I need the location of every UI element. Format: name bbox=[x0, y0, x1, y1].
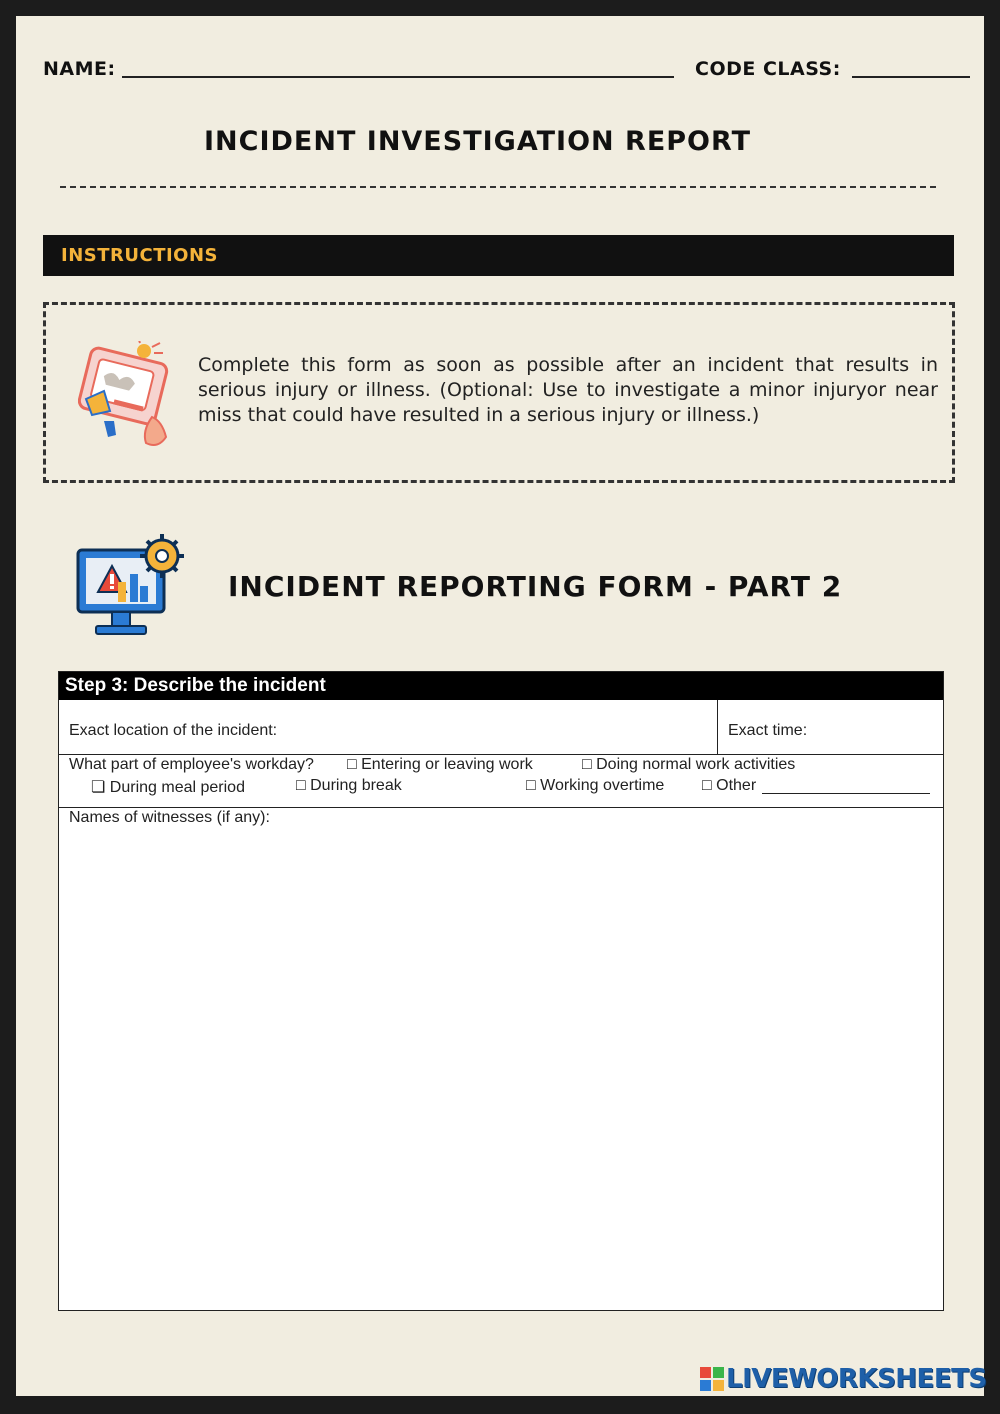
witnesses-field[interactable] bbox=[59, 832, 943, 1310]
checkbox-icon[interactable]: □ bbox=[296, 777, 306, 794]
time-label: Exact time: bbox=[728, 722, 808, 739]
entering-option[interactable] bbox=[347, 756, 533, 774]
row-divider bbox=[59, 754, 943, 755]
checkbox-icon[interactable]: □ bbox=[702, 777, 712, 794]
liveworksheets-icon bbox=[700, 1367, 724, 1391]
watermark-text: LIVEWORKSHEETS bbox=[726, 1364, 987, 1394]
entering-label: Entering or leaving work bbox=[361, 756, 533, 773]
time-field[interactable] bbox=[718, 700, 944, 754]
code-class-field[interactable] bbox=[852, 76, 970, 78]
checkbox-icon[interactable]: ❏ bbox=[91, 779, 106, 796]
name-field[interactable] bbox=[122, 76, 674, 78]
other-option[interactable] bbox=[702, 777, 756, 795]
step-bar bbox=[59, 672, 943, 700]
part-title: INCIDENT REPORTING FORM - PART 2 bbox=[228, 570, 843, 603]
overtime-label: Working overtime bbox=[540, 777, 665, 794]
step-title: Step 3: Describe the incident bbox=[65, 675, 326, 696]
page-title: INCIDENT INVESTIGATION REPORT bbox=[204, 126, 752, 157]
worksheet-page bbox=[16, 16, 984, 1396]
location-field[interactable] bbox=[59, 700, 717, 754]
id-card-megaphone-icon bbox=[78, 341, 178, 451]
other-label: Other bbox=[716, 777, 757, 794]
name-label: NAME: bbox=[43, 58, 116, 80]
divider bbox=[60, 186, 936, 188]
checkbox-icon[interactable]: □ bbox=[582, 756, 592, 773]
location-label: Exact location of the incident: bbox=[69, 722, 278, 739]
instructions-bar bbox=[43, 235, 954, 276]
checkbox-icon[interactable]: □ bbox=[526, 777, 536, 794]
overtime-option[interactable] bbox=[526, 777, 664, 795]
workday-question: What part of employee's workday? bbox=[69, 756, 314, 773]
checkbox-icon[interactable]: □ bbox=[347, 756, 357, 773]
normal-label: Doing normal work activities bbox=[596, 756, 796, 773]
instructions-box bbox=[43, 302, 955, 483]
normal-option[interactable] bbox=[582, 756, 795, 774]
other-field[interactable] bbox=[762, 793, 930, 794]
break-label: During break bbox=[310, 777, 402, 794]
instructions-text: Complete this form as soon as possible after an incident that results in serious injury or illness. (Optional: Use to investigate a minor injuryor near miss that could have resulted in a serious injury or illness.) bbox=[198, 354, 938, 426]
meal-label: During meal period bbox=[109, 779, 245, 796]
witnesses-label: Names of witnesses (if any): bbox=[69, 809, 270, 826]
instructions-heading: INSTRUCTIONS bbox=[61, 245, 218, 266]
incident-form bbox=[58, 671, 944, 1311]
meal-option[interactable] bbox=[91, 777, 245, 797]
row-divider bbox=[59, 807, 943, 808]
break-option[interactable] bbox=[296, 777, 402, 795]
code-class-label: CODE CLASS: bbox=[695, 58, 841, 80]
warning-monitor-gear-icon bbox=[74, 532, 188, 644]
